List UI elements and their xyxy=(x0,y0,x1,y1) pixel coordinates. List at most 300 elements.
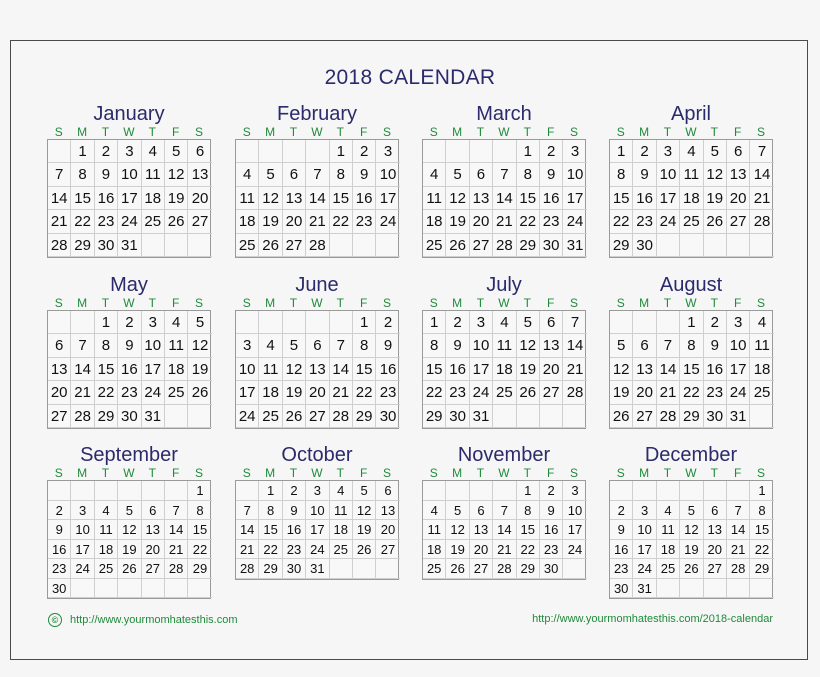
day-cell[interactable]: 31 xyxy=(563,234,586,257)
day-cell[interactable]: 27 xyxy=(142,559,165,579)
day-cell[interactable]: 13 xyxy=(188,163,211,186)
day-cell[interactable]: 29 xyxy=(517,234,540,257)
day-cell[interactable]: 24 xyxy=(563,210,586,233)
day-cell[interactable]: 1 xyxy=(750,481,773,501)
day-cell[interactable]: 12 xyxy=(446,187,469,210)
day-cell[interactable]: 13 xyxy=(540,334,563,357)
day-cell[interactable]: 25 xyxy=(680,210,703,233)
day-cell[interactable]: 14 xyxy=(750,163,773,186)
day-cell[interactable]: 23 xyxy=(376,381,399,404)
footer-right-link[interactable]: http://www.yourmomhatesthis.com/2018-calendar xyxy=(532,613,773,625)
day-cell[interactable]: 6 xyxy=(188,140,211,163)
day-cell[interactable]: 22 xyxy=(353,381,376,404)
day-cell[interactable]: 4 xyxy=(259,334,282,357)
day-cell[interactable]: 6 xyxy=(704,501,727,521)
day-cell[interactable]: 8 xyxy=(353,334,376,357)
day-cell[interactable]: 20 xyxy=(142,540,165,560)
day-cell[interactable]: 2 xyxy=(704,311,727,334)
day-cell[interactable]: 5 xyxy=(517,311,540,334)
day-cell[interactable]: 9 xyxy=(540,501,563,521)
day-cell[interactable]: 2 xyxy=(540,481,563,501)
day-cell[interactable]: 21 xyxy=(330,381,353,404)
day-cell[interactable]: 6 xyxy=(727,140,750,163)
day-cell[interactable]: 28 xyxy=(563,381,586,404)
day-cell[interactable]: 30 xyxy=(610,579,633,599)
day-cell[interactable]: 25 xyxy=(142,210,165,233)
day-cell[interactable]: 22 xyxy=(610,210,633,233)
day-cell[interactable]: 25 xyxy=(750,381,773,404)
day-cell[interactable]: 3 xyxy=(71,501,94,521)
day-cell[interactable]: 28 xyxy=(750,210,773,233)
day-cell[interactable]: 5 xyxy=(283,334,306,357)
footer-left-link[interactable]: http://www.yourmomhatesthis.com xyxy=(70,614,238,626)
day-cell[interactable]: 18 xyxy=(423,540,446,560)
day-cell[interactable]: 4 xyxy=(680,140,703,163)
day-cell[interactable]: 11 xyxy=(259,358,282,381)
day-cell[interactable]: 22 xyxy=(750,540,773,560)
day-cell[interactable]: 18 xyxy=(142,187,165,210)
day-cell[interactable]: 6 xyxy=(376,481,399,501)
day-cell[interactable]: 26 xyxy=(446,234,469,257)
day-cell[interactable]: 21 xyxy=(165,540,188,560)
day-cell[interactable]: 16 xyxy=(610,540,633,560)
day-cell[interactable]: 30 xyxy=(633,234,656,257)
day-cell[interactable]: 20 xyxy=(727,187,750,210)
day-cell[interactable]: 29 xyxy=(71,234,94,257)
day-cell[interactable]: 30 xyxy=(283,559,306,579)
day-cell[interactable]: 19 xyxy=(188,358,211,381)
day-cell[interactable]: 13 xyxy=(470,520,493,540)
day-cell[interactable]: 21 xyxy=(493,210,516,233)
day-cell[interactable]: 10 xyxy=(306,501,329,521)
day-cell[interactable]: 2 xyxy=(48,501,71,521)
day-cell[interactable]: 14 xyxy=(236,520,259,540)
day-cell[interactable]: 2 xyxy=(95,140,118,163)
day-cell[interactable]: 28 xyxy=(657,405,680,428)
day-cell[interactable]: 29 xyxy=(680,405,703,428)
day-cell[interactable]: 28 xyxy=(236,559,259,579)
day-cell[interactable]: 27 xyxy=(470,234,493,257)
day-cell[interactable]: 27 xyxy=(376,540,399,560)
day-cell[interactable]: 5 xyxy=(446,501,469,521)
day-cell[interactable]: 14 xyxy=(727,520,750,540)
day-cell[interactable]: 9 xyxy=(48,520,71,540)
day-cell[interactable]: 11 xyxy=(493,334,516,357)
day-cell[interactable]: 24 xyxy=(563,540,586,560)
day-cell[interactable]: 4 xyxy=(330,481,353,501)
day-cell[interactable]: 14 xyxy=(330,358,353,381)
day-cell[interactable]: 7 xyxy=(493,163,516,186)
day-cell[interactable]: 8 xyxy=(71,163,94,186)
day-cell[interactable]: 29 xyxy=(750,559,773,579)
day-cell[interactable]: 5 xyxy=(446,163,469,186)
day-cell[interactable]: 20 xyxy=(540,358,563,381)
day-cell[interactable]: 22 xyxy=(423,381,446,404)
day-cell[interactable]: 4 xyxy=(423,501,446,521)
day-cell[interactable]: 21 xyxy=(306,210,329,233)
day-cell[interactable]: 26 xyxy=(704,210,727,233)
day-cell[interactable]: 25 xyxy=(423,234,446,257)
day-cell[interactable]: 30 xyxy=(118,405,141,428)
day-cell[interactable]: 4 xyxy=(165,311,188,334)
day-cell[interactable]: 19 xyxy=(446,210,469,233)
day-cell[interactable]: 23 xyxy=(540,210,563,233)
day-cell[interactable]: 26 xyxy=(680,559,703,579)
day-cell[interactable]: 3 xyxy=(727,311,750,334)
day-cell[interactable]: 29 xyxy=(353,405,376,428)
day-cell[interactable]: 11 xyxy=(750,334,773,357)
day-cell[interactable]: 27 xyxy=(633,405,656,428)
day-cell[interactable]: 17 xyxy=(727,358,750,381)
day-cell[interactable]: 13 xyxy=(470,187,493,210)
day-cell[interactable]: 2 xyxy=(633,140,656,163)
day-cell[interactable]: 11 xyxy=(95,520,118,540)
day-cell[interactable]: 9 xyxy=(283,501,306,521)
day-cell[interactable]: 26 xyxy=(118,559,141,579)
day-cell[interactable]: 23 xyxy=(95,210,118,233)
day-cell[interactable]: 19 xyxy=(118,540,141,560)
day-cell[interactable]: 22 xyxy=(517,540,540,560)
day-cell[interactable]: 9 xyxy=(353,163,376,186)
day-cell[interactable]: 3 xyxy=(118,140,141,163)
day-cell[interactable]: 28 xyxy=(330,405,353,428)
day-cell[interactable]: 6 xyxy=(48,334,71,357)
day-cell[interactable]: 27 xyxy=(188,210,211,233)
day-cell[interactable]: 8 xyxy=(188,501,211,521)
day-cell[interactable]: 9 xyxy=(376,334,399,357)
day-cell[interactable]: 3 xyxy=(657,140,680,163)
day-cell[interactable]: 19 xyxy=(353,520,376,540)
day-cell[interactable]: 2 xyxy=(376,311,399,334)
day-cell[interactable]: 1 xyxy=(71,140,94,163)
day-cell[interactable]: 5 xyxy=(259,163,282,186)
day-cell[interactable]: 7 xyxy=(330,334,353,357)
day-cell[interactable]: 5 xyxy=(188,311,211,334)
day-cell[interactable]: 16 xyxy=(633,187,656,210)
day-cell[interactable]: 29 xyxy=(610,234,633,257)
day-cell[interactable]: 29 xyxy=(95,405,118,428)
day-cell[interactable]: 10 xyxy=(71,520,94,540)
day-cell[interactable]: 16 xyxy=(446,358,469,381)
day-cell[interactable]: 27 xyxy=(704,559,727,579)
day-cell[interactable]: 29 xyxy=(517,559,540,579)
day-cell[interactable]: 20 xyxy=(704,540,727,560)
day-cell[interactable]: 23 xyxy=(610,559,633,579)
day-cell[interactable]: 12 xyxy=(517,334,540,357)
day-cell[interactable]: 1 xyxy=(610,140,633,163)
day-cell[interactable]: 1 xyxy=(259,481,282,501)
day-cell[interactable]: 20 xyxy=(48,381,71,404)
day-cell[interactable]: 9 xyxy=(118,334,141,357)
day-cell[interactable]: 23 xyxy=(540,540,563,560)
day-cell[interactable]: 9 xyxy=(610,520,633,540)
day-cell[interactable]: 19 xyxy=(704,187,727,210)
day-cell[interactable]: 15 xyxy=(517,187,540,210)
day-cell[interactable]: 16 xyxy=(353,187,376,210)
day-cell[interactable]: 27 xyxy=(283,234,306,257)
day-cell[interactable]: 27 xyxy=(48,405,71,428)
day-cell[interactable]: 31 xyxy=(633,579,656,599)
day-cell[interactable]: 19 xyxy=(446,540,469,560)
day-cell[interactable]: 10 xyxy=(142,334,165,357)
day-cell[interactable]: 22 xyxy=(95,381,118,404)
day-cell[interactable]: 19 xyxy=(517,358,540,381)
day-cell[interactable]: 13 xyxy=(633,358,656,381)
day-cell[interactable]: 23 xyxy=(283,540,306,560)
day-cell[interactable]: 13 xyxy=(142,520,165,540)
day-cell[interactable]: 10 xyxy=(236,358,259,381)
day-cell[interactable]: 25 xyxy=(165,381,188,404)
day-cell[interactable]: 23 xyxy=(446,381,469,404)
day-cell[interactable]: 8 xyxy=(259,501,282,521)
day-cell[interactable]: 8 xyxy=(423,334,446,357)
day-cell[interactable]: 3 xyxy=(563,481,586,501)
day-cell[interactable]: 30 xyxy=(376,405,399,428)
day-cell[interactable]: 7 xyxy=(236,501,259,521)
day-cell[interactable]: 26 xyxy=(517,381,540,404)
day-cell[interactable]: 25 xyxy=(236,234,259,257)
day-cell[interactable]: 20 xyxy=(470,540,493,560)
day-cell[interactable]: 8 xyxy=(517,501,540,521)
day-cell[interactable]: 28 xyxy=(71,405,94,428)
day-cell[interactable]: 24 xyxy=(142,381,165,404)
day-cell[interactable]: 26 xyxy=(259,234,282,257)
day-cell[interactable]: 19 xyxy=(165,187,188,210)
day-cell[interactable]: 31 xyxy=(727,405,750,428)
day-cell[interactable]: 23 xyxy=(704,381,727,404)
day-cell[interactable]: 14 xyxy=(165,520,188,540)
day-cell[interactable]: 15 xyxy=(95,358,118,381)
day-cell[interactable]: 7 xyxy=(563,311,586,334)
day-cell[interactable]: 1 xyxy=(517,140,540,163)
day-cell[interactable]: 4 xyxy=(95,501,118,521)
day-cell[interactable]: 8 xyxy=(680,334,703,357)
day-cell[interactable]: 17 xyxy=(563,187,586,210)
day-cell[interactable]: 17 xyxy=(470,358,493,381)
day-cell[interactable]: 15 xyxy=(517,520,540,540)
day-cell[interactable]: 26 xyxy=(446,559,469,579)
day-cell[interactable]: 31 xyxy=(142,405,165,428)
day-cell[interactable]: 11 xyxy=(657,520,680,540)
day-cell[interactable]: 24 xyxy=(633,559,656,579)
day-cell[interactable]: 4 xyxy=(142,140,165,163)
day-cell[interactable]: 12 xyxy=(446,520,469,540)
day-cell[interactable]: 6 xyxy=(540,311,563,334)
day-cell[interactable]: 18 xyxy=(95,540,118,560)
day-cell[interactable]: 1 xyxy=(188,481,211,501)
day-cell[interactable]: 24 xyxy=(376,210,399,233)
day-cell[interactable]: 8 xyxy=(330,163,353,186)
day-cell[interactable]: 19 xyxy=(610,381,633,404)
day-cell[interactable]: 2 xyxy=(353,140,376,163)
day-cell[interactable]: 3 xyxy=(142,311,165,334)
day-cell[interactable]: 22 xyxy=(330,210,353,233)
day-cell[interactable]: 10 xyxy=(376,163,399,186)
day-cell[interactable]: 16 xyxy=(283,520,306,540)
day-cell[interactable]: 24 xyxy=(71,559,94,579)
day-cell[interactable]: 7 xyxy=(750,140,773,163)
day-cell[interactable]: 25 xyxy=(95,559,118,579)
day-cell[interactable]: 21 xyxy=(71,381,94,404)
day-cell[interactable]: 24 xyxy=(118,210,141,233)
day-cell[interactable]: 5 xyxy=(165,140,188,163)
day-cell[interactable]: 14 xyxy=(71,358,94,381)
day-cell[interactable]: 17 xyxy=(657,187,680,210)
day-cell[interactable]: 5 xyxy=(118,501,141,521)
day-cell[interactable]: 6 xyxy=(470,163,493,186)
day-cell[interactable]: 24 xyxy=(470,381,493,404)
day-cell[interactable]: 15 xyxy=(750,520,773,540)
day-cell[interactable]: 12 xyxy=(680,520,703,540)
day-cell[interactable]: 30 xyxy=(48,579,71,599)
day-cell[interactable]: 18 xyxy=(330,520,353,540)
day-cell[interactable]: 23 xyxy=(353,210,376,233)
day-cell[interactable]: 7 xyxy=(48,163,71,186)
day-cell[interactable]: 17 xyxy=(71,540,94,560)
day-cell[interactable]: 16 xyxy=(704,358,727,381)
day-cell[interactable]: 3 xyxy=(563,140,586,163)
day-cell[interactable]: 10 xyxy=(633,520,656,540)
day-cell[interactable]: 14 xyxy=(306,187,329,210)
day-cell[interactable]: 9 xyxy=(633,163,656,186)
day-cell[interactable]: 12 xyxy=(118,520,141,540)
day-cell[interactable]: 30 xyxy=(704,405,727,428)
day-cell[interactable]: 3 xyxy=(376,140,399,163)
day-cell[interactable]: 24 xyxy=(306,540,329,560)
day-cell[interactable]: 2 xyxy=(283,481,306,501)
day-cell[interactable]: 27 xyxy=(727,210,750,233)
day-cell[interactable]: 16 xyxy=(376,358,399,381)
day-cell[interactable]: 6 xyxy=(142,501,165,521)
day-cell[interactable]: 12 xyxy=(259,187,282,210)
day-cell[interactable]: 6 xyxy=(283,163,306,186)
day-cell[interactable]: 16 xyxy=(95,187,118,210)
day-cell[interactable]: 11 xyxy=(680,163,703,186)
day-cell[interactable]: 1 xyxy=(423,311,446,334)
day-cell[interactable]: 2 xyxy=(446,311,469,334)
day-cell[interactable]: 3 xyxy=(236,334,259,357)
day-cell[interactable]: 20 xyxy=(188,187,211,210)
day-cell[interactable]: 13 xyxy=(48,358,71,381)
day-cell[interactable]: 18 xyxy=(680,187,703,210)
day-cell[interactable]: 13 xyxy=(727,163,750,186)
day-cell[interactable]: 1 xyxy=(517,481,540,501)
day-cell[interactable]: 21 xyxy=(657,381,680,404)
day-cell[interactable]: 29 xyxy=(188,559,211,579)
day-cell[interactable]: 11 xyxy=(423,187,446,210)
day-cell[interactable]: 15 xyxy=(71,187,94,210)
day-cell[interactable]: 5 xyxy=(704,140,727,163)
day-cell[interactable]: 30 xyxy=(95,234,118,257)
day-cell[interactable]: 18 xyxy=(236,210,259,233)
day-cell[interactable]: 27 xyxy=(470,559,493,579)
day-cell[interactable]: 1 xyxy=(330,140,353,163)
day-cell[interactable]: 17 xyxy=(376,187,399,210)
day-cell[interactable]: 7 xyxy=(306,163,329,186)
day-cell[interactable]: 19 xyxy=(259,210,282,233)
day-cell[interactable]: 21 xyxy=(493,540,516,560)
day-cell[interactable]: 16 xyxy=(118,358,141,381)
day-cell[interactable]: 17 xyxy=(633,540,656,560)
day-cell[interactable]: 10 xyxy=(563,163,586,186)
day-cell[interactable]: 9 xyxy=(446,334,469,357)
day-cell[interactable]: 24 xyxy=(236,405,259,428)
day-cell[interactable]: 15 xyxy=(610,187,633,210)
day-cell[interactable]: 12 xyxy=(165,163,188,186)
day-cell[interactable]: 17 xyxy=(236,381,259,404)
day-cell[interactable]: 13 xyxy=(704,520,727,540)
day-cell[interactable]: 8 xyxy=(517,163,540,186)
day-cell[interactable]: 22 xyxy=(188,540,211,560)
day-cell[interactable]: 13 xyxy=(283,187,306,210)
day-cell[interactable]: 20 xyxy=(283,210,306,233)
day-cell[interactable]: 1 xyxy=(95,311,118,334)
day-cell[interactable]: 26 xyxy=(165,210,188,233)
day-cell[interactable]: 8 xyxy=(750,501,773,521)
day-cell[interactable]: 25 xyxy=(493,381,516,404)
day-cell[interactable]: 11 xyxy=(165,334,188,357)
day-cell[interactable]: 28 xyxy=(306,234,329,257)
day-cell[interactable]: 5 xyxy=(680,501,703,521)
day-cell[interactable]: 18 xyxy=(750,358,773,381)
day-cell[interactable]: 12 xyxy=(283,358,306,381)
day-cell[interactable]: 25 xyxy=(259,405,282,428)
day-cell[interactable]: 15 xyxy=(353,358,376,381)
day-cell[interactable]: 6 xyxy=(306,334,329,357)
day-cell[interactable]: 10 xyxy=(657,163,680,186)
day-cell[interactable]: 18 xyxy=(259,381,282,404)
day-cell[interactable]: 4 xyxy=(236,163,259,186)
day-cell[interactable]: 20 xyxy=(633,381,656,404)
day-cell[interactable]: 30 xyxy=(446,405,469,428)
day-cell[interactable]: 3 xyxy=(633,501,656,521)
day-cell[interactable]: 20 xyxy=(376,520,399,540)
day-cell[interactable]: 25 xyxy=(423,559,446,579)
day-cell[interactable]: 4 xyxy=(750,311,773,334)
day-cell[interactable]: 7 xyxy=(71,334,94,357)
day-cell[interactable]: 12 xyxy=(610,358,633,381)
day-cell[interactable]: 29 xyxy=(423,405,446,428)
day-cell[interactable]: 9 xyxy=(540,163,563,186)
day-cell[interactable]: 25 xyxy=(330,540,353,560)
day-cell[interactable]: 31 xyxy=(306,559,329,579)
day-cell[interactable]: 19 xyxy=(680,540,703,560)
day-cell[interactable]: 1 xyxy=(353,311,376,334)
day-cell[interactable]: 22 xyxy=(517,210,540,233)
day-cell[interactable]: 7 xyxy=(727,501,750,521)
day-cell[interactable]: 16 xyxy=(540,187,563,210)
day-cell[interactable]: 10 xyxy=(727,334,750,357)
day-cell[interactable]: 14 xyxy=(657,358,680,381)
day-cell[interactable]: 15 xyxy=(259,520,282,540)
day-cell[interactable]: 23 xyxy=(118,381,141,404)
day-cell[interactable]: 13 xyxy=(306,358,329,381)
day-cell[interactable]: 14 xyxy=(493,520,516,540)
day-cell[interactable]: 10 xyxy=(470,334,493,357)
day-cell[interactable]: 21 xyxy=(48,210,71,233)
day-cell[interactable]: 12 xyxy=(704,163,727,186)
day-cell[interactable]: 18 xyxy=(423,210,446,233)
day-cell[interactable]: 8 xyxy=(610,163,633,186)
day-cell[interactable]: 8 xyxy=(95,334,118,357)
day-cell[interactable]: 17 xyxy=(563,520,586,540)
day-cell[interactable]: 28 xyxy=(48,234,71,257)
day-cell[interactable]: 28 xyxy=(493,234,516,257)
day-cell[interactable]: 23 xyxy=(633,210,656,233)
day-cell[interactable]: 17 xyxy=(142,358,165,381)
day-cell[interactable]: 11 xyxy=(423,520,446,540)
day-cell[interactable]: 2 xyxy=(610,501,633,521)
